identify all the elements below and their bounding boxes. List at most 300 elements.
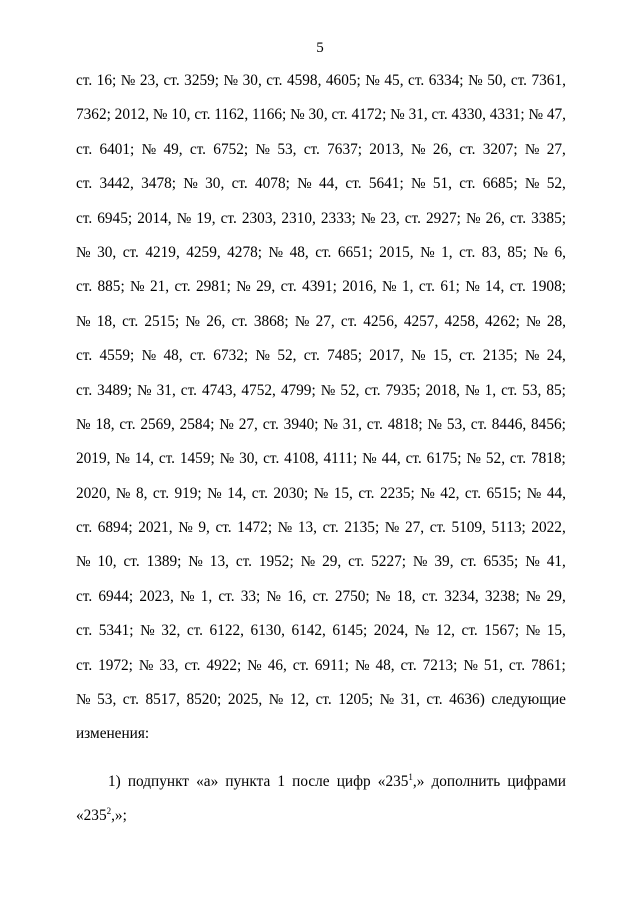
word: № [300,553,316,571]
word: ст. [76,175,93,193]
word: № [463,656,478,674]
word: ст. [266,72,283,89]
body-line [76,202,566,236]
word: № [140,622,155,640]
word: № [137,381,152,399]
word: 18, [95,415,115,433]
word: № [76,553,91,571]
word: ст. [459,140,476,158]
word: 29, [546,587,566,605]
word: цифр [336,773,371,790]
word: 3207; [482,140,518,158]
body-line [76,236,566,270]
word: 3478; [141,175,176,193]
word: № [141,347,157,365]
word: 27, [315,312,335,330]
word: 4257, [403,312,439,330]
word: ст. [76,347,93,365]
word: 1162, [214,106,249,124]
word: ст. [215,519,232,537]
word: 27, [546,140,566,158]
word: 4108, [284,450,319,468]
word: ст. [501,381,518,399]
word: № [178,519,193,537]
word: 6142, [291,622,326,640]
word: 7213; [422,656,458,674]
word: 3868; [253,312,289,330]
word: 44, [381,450,401,468]
word: № [420,484,435,502]
word: 3442, [99,175,134,193]
word: 6401; [99,140,135,158]
superscript: 2 [106,806,112,817]
word: ст. [418,278,435,296]
word: ст. [358,484,375,502]
word: 2569, [140,415,175,433]
word: 29, [322,553,342,571]
word: ст. [431,106,448,124]
word: 6945; [97,209,133,227]
word: 2333; [320,209,356,227]
word: 28, [546,312,566,330]
word: 52, [277,347,297,365]
word: 885; [97,278,125,296]
body-line [76,64,566,98]
word: ст. [460,553,477,571]
word: 30, [308,106,328,124]
word: ст. [76,278,93,296]
word: ст. [459,243,476,261]
word: 2013, [369,140,404,158]
word: 8517, [145,691,180,709]
word: № [179,587,195,605]
word: 3238; [484,587,520,605]
word: ст. [174,278,191,296]
word: № [207,484,222,502]
word: 53, [97,691,117,709]
body-line [76,167,566,201]
word: 4078; [255,175,290,193]
word: 16, [287,587,307,605]
word: ст. [303,140,320,158]
word: «$235^1$,» [377,772,425,790]
word: 2023, [139,587,174,605]
word: 14, [485,278,505,296]
word: 83, [481,243,501,261]
word: после [292,773,330,790]
word: № [290,106,305,124]
word: № [375,587,391,605]
word: 9, [198,519,210,537]
word: 4743, [201,381,237,399]
word: 4278; [227,243,262,261]
word: 50, [487,72,507,89]
word: 4256, [363,312,398,330]
word: № [365,72,380,89]
word: 1 [277,773,286,790]
body-text [76,64,566,752]
word: № [130,278,145,296]
word: ст. [461,622,478,640]
word: 2019, [76,450,111,468]
word: ст. [459,175,476,193]
word: 31, [156,381,176,399]
word: 919; [174,484,202,502]
word: № [236,278,251,296]
word: 31, [400,691,420,709]
word: № [323,415,338,433]
paragraph-item-1 [76,765,566,834]
word: ст. [158,450,175,468]
word: № [525,622,541,640]
body-line [76,580,566,614]
word: 5341; [98,622,134,640]
word: 12, [289,691,310,709]
word: ст. [122,243,139,261]
paragraph-line: «$235^2$,»; [76,806,127,825]
word: 7935; [385,381,421,399]
word: ст. [426,691,443,709]
word: 4262; [485,312,520,330]
word: ст. [152,484,170,502]
word: следующие [491,691,566,709]
word: 2584; [179,415,215,433]
word: ст. [280,278,297,296]
word: № [176,209,192,227]
word: № [138,656,154,674]
word: 4111; [323,450,358,468]
word: 85; [507,243,527,261]
word: 30, [239,450,259,468]
word: 30, [97,243,117,261]
word: № [255,140,271,158]
word: № [466,450,481,468]
word: 6911; [314,656,350,674]
word: № [354,656,370,674]
word: дополнить [431,773,501,790]
word: ст. [123,553,140,571]
word: 4752, [241,381,276,399]
word: 2310, [281,209,316,227]
word: 3940; [283,415,319,433]
body-line [76,305,566,339]
word: 6752; [213,140,249,158]
word: 33, [159,656,179,674]
word: ст. [315,691,332,709]
word: № [219,450,235,468]
word: ст. [235,553,252,571]
word: № [76,415,91,433]
word: 4331; [489,106,525,124]
word: 15, [546,622,566,640]
word: 7861; [530,656,566,674]
word: № [255,347,271,365]
body-line [76,511,566,545]
word: 1205; [338,691,374,709]
word: 23, [139,72,159,89]
word: № [120,72,136,89]
word: ст. [119,415,136,433]
word: ст. [231,312,248,330]
word: ст. [218,587,235,605]
word: 2515; [144,312,180,330]
word: 7361, [531,72,566,89]
word: 2022, [531,519,566,537]
word: № [528,106,544,124]
word: № [525,553,540,571]
word: 2927; [426,209,461,227]
word: 5109, [451,519,486,537]
word: ст. [76,656,93,674]
word: № [412,553,428,571]
superscript: 1 [408,772,413,782]
word: 7485; [327,347,362,365]
word: 15, [432,347,452,365]
word: 19, [196,209,216,227]
body-line: изменения: [76,725,150,743]
word: 6175; [426,450,462,468]
word: 1, [200,587,213,605]
word: 4258, [444,312,479,330]
word: 1, [441,243,453,261]
word: ст. [405,450,422,468]
word: 2018, [425,381,460,399]
word: 2015, [379,243,414,261]
word: ст. [366,415,383,433]
word: 15, [333,484,353,502]
word: ст. [509,450,527,468]
word: 1, [401,278,414,296]
body-line [76,442,566,476]
word: 6334; [428,72,464,89]
word: ст. [510,72,527,89]
word: 33; [240,587,261,605]
word: ст. [315,243,332,261]
word: цифрами [507,773,566,790]
word: 13, [209,553,229,571]
body-line [76,339,566,373]
word: 2235; [379,484,415,502]
word: 47, [546,106,566,124]
word: 61; [440,278,460,296]
word: 4598, [286,72,322,89]
body-line [76,98,566,132]
word: ст. [76,381,93,399]
body-line [76,683,566,717]
word: № [141,140,157,158]
word: 26, [206,312,226,330]
word: 46, [267,656,287,674]
word: ст. [348,553,365,571]
word: 4391; [302,278,337,296]
word: 53, [522,381,542,399]
word: 44, [319,175,339,193]
word: 3489; [97,381,133,399]
word: № [524,347,540,365]
word: № [320,381,336,399]
word: 6894; [97,519,133,537]
word: 45, [384,72,404,89]
word: 1) [108,773,121,790]
word: 1972; [98,656,133,674]
word: 2014, [137,209,172,227]
word: 1567; [484,622,520,640]
word: ст. [76,140,93,158]
word: 31, [342,415,362,433]
word: 12, [435,622,455,640]
word: 6, [554,243,566,261]
word: ст. [251,484,268,502]
word: 16; [96,72,117,89]
word: 51, [432,175,452,193]
word: 52, [485,450,506,468]
word: 4922; [206,656,242,674]
word: 23, [380,209,400,227]
body-line [76,408,566,442]
word: 4636) [449,691,485,709]
word: № [115,484,131,502]
word: ст. [180,381,197,399]
word: 29, [256,278,276,296]
word: 52, [340,381,360,399]
word: ст. [404,209,421,227]
word: № [219,415,234,433]
word: 51, [483,656,503,674]
word: 2021, [138,519,173,537]
word: № [465,278,480,296]
word: ст. [340,312,358,330]
word: № [268,691,284,709]
word: 7818; [530,450,566,468]
word: ст. [76,209,93,227]
word: ст. [194,106,211,124]
word: 1459; [179,450,215,468]
word: № [277,519,293,537]
word: № [410,347,426,365]
word: 8520; [186,691,222,709]
word: 2030; [273,484,309,502]
word: ст. [186,622,204,640]
word: «а» [196,773,219,790]
word: 2303, [241,209,277,227]
word: 13, [297,519,317,537]
word: ст. [312,587,329,605]
word: 2981; [195,278,231,296]
word: ст. [303,347,320,365]
word: 31, [408,106,428,124]
word: ст. [231,175,248,193]
word: 10, [171,106,191,124]
word: № [185,312,201,330]
word: 3259; [184,72,220,89]
word: № [266,587,282,605]
word: 2750; [334,587,370,605]
body-line [76,545,566,579]
body-line [76,477,566,511]
word: ст. [76,587,93,605]
word: 30, [205,175,225,193]
word: 4219, [145,243,180,261]
word: 8456; [531,415,566,433]
word: 8446, [491,415,527,433]
word: 48, [163,347,183,365]
word: 2025, [227,691,263,709]
word: № [76,691,91,709]
word: № [188,553,203,571]
word: 42, [440,484,460,502]
body-line [76,270,566,304]
word: 1166; [251,106,287,124]
word: 5113; [491,519,526,537]
body-line [76,374,566,408]
word: ст. [331,106,348,124]
word: 44, [546,484,566,502]
word: № [384,519,400,537]
body-line [76,614,566,648]
word: № [76,243,91,261]
word: ст. [163,72,180,89]
word: ст. [345,175,362,193]
word: 1952; [258,553,294,571]
word: 6122, [209,622,244,640]
word: 2017, [369,347,404,365]
word: 3234, [444,587,479,605]
body-line [76,133,566,167]
word: 2020, [76,484,111,502]
page-number: 5 [316,40,324,56]
word: 18, [96,312,116,330]
word: № [390,106,405,124]
word: 49, [163,140,183,158]
word: ст. [400,656,417,674]
word: 39, [434,553,454,571]
word: 6145; [332,622,368,640]
word: ст. [189,140,207,158]
word: № [526,312,541,330]
word: № [533,243,549,261]
word: ст. [509,209,527,227]
word: 48, [289,243,309,261]
word: 4559; [99,347,135,365]
word: № [420,243,435,261]
word: 2016, [342,278,377,296]
word: № [297,175,312,193]
word: № [524,140,540,158]
word: 14, [134,450,154,468]
word: 5641; [368,175,404,193]
word: 85; [546,381,566,399]
word: ст. [262,415,279,433]
word: 2135; [482,347,518,365]
word: ст. [220,209,237,227]
word: 4330, [451,106,486,124]
word: 8, [135,484,148,502]
word: 30, [242,72,262,89]
word: подпункт [127,773,189,790]
word: № [362,450,377,468]
word: № [524,175,540,193]
word: № [360,209,376,227]
word: № [382,278,397,296]
word: ст. [184,656,201,674]
word: ст. [76,519,93,537]
word: 26, [432,140,452,158]
word: № [313,484,329,502]
word: ст. [364,381,381,399]
word: 27, [238,415,258,433]
word: 2024, [373,622,409,640]
word: 4799; [280,381,316,399]
